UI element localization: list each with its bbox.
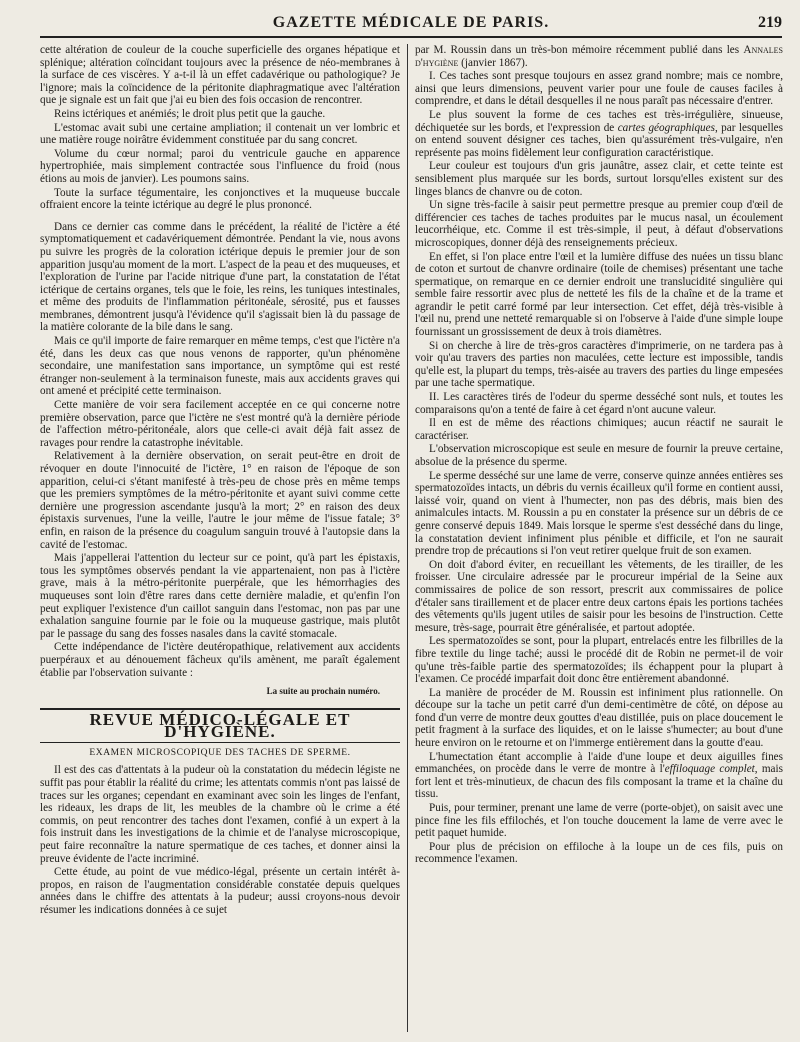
text-run: , mais fort lent et très-minutieux, de chacun des fils composant la trame et la chaîne du tissu. bbox=[415, 763, 783, 801]
text-run: Le plus souvent la forme de ces taches est très-irrégulière, sinueuse, déchiquetée sur les bords, et l'expression de bbox=[415, 108, 783, 134]
article-paragraph: Mais j'appellerai l'attention du lecteur sur ce point, qu'à part les épistaxis, tous les symptômes observés pendant la vie appartenaient, non pas à l'ictère grave, mais à la métro-péritonite puerpérale, que les hémorrhagies des muqueuses sont loin d'être rares dans cette dernière maladie, et qu'enfin l'on peut expliquer l'existence d'un caillot sanguin dans l'estomac, non pas par une exhalation sanguine fournie par le foie ou la muqueuse gastrique, mais plutôt par le passage du sang des fosses nasales dans la cavité stomacale. bbox=[40, 552, 400, 640]
page-number: 219 bbox=[758, 14, 782, 31]
text-run: L'humectation étant accomplie à l'aide d'une loupe et deux aiguilles fines emmanchées, on procède dans le verre de montre à l' bbox=[415, 750, 783, 776]
article-paragraph: Volume du cœur normal; paroi du ventricule gauche en apparence hypertrophiée, mais simplement contractée sous l'influence du froid (nous étions au mois de janvier). Les poumons sains. bbox=[40, 147, 400, 185]
page-header bbox=[40, 12, 782, 38]
paragraph-gap bbox=[40, 213, 400, 221]
article-paragraph: On doit d'abord éviter, en recueillant les vêtements, de les tirailler, de les froisser. Une circulaire adressée par le procureur impérial de la Seine aux commissaires de police de son ressort, prescrit aux commissaires de police d'étaler sans tiraillement et de placer entre deux cartons épais les portions tachées des vêtements qu'ils jugent utiles de saisir pour les besoins de l'instruction. Cette mesure, très-sage, pourrait être généralisée, et partout adoptée. bbox=[415, 558, 783, 634]
column-divider bbox=[407, 44, 408, 1032]
article-paragraph: Il est des cas d'attentats à la pudeur où la constatation du médecin légiste ne suffit pas pour établir la réalité du crime; les attentats commis n'ont pas laissé de traces sur les organes; cependant en examinant avec soin les linges de l'enfant, les rideaux, les draps de lit, les meubles de la chambre où le crime a été commis, on peut rencontrer des taches dont l'examen, confié à un expert à la fois instruit dans les investigations de la chimie et de l'analyse microscopique, peut faire reconnaître la nature spermatique de ces taches, et donner ainsi la preuve évidente de l'acte incriminé. bbox=[40, 764, 400, 865]
article-paragraph: Cette étude, au point de vue médico-légal, présente un certain intérêt à-propos, en raison de l'augmentation considérable constatée depuis quelques années dans le chiffre des attentats à la pudeur; aussi croyons-nous devoir résumer les indications données à ce sujet bbox=[40, 866, 400, 916]
article-paragraph: La manière de procéder de M. Roussin est infiniment plus rationnelle. On découpe sur la tache un petit carré d'un demi-centimètre de côté, on dépose au fond d'un verre de montre deux gouttes d'eau distillée, puis on place doucement le petit fragment à la surface des liquides, et on le laisse s'humecter; au bout d'une heure environ on le retourne et on l'immerge entièrement dans la goutte d'eau. bbox=[415, 686, 783, 750]
article-paragraph bbox=[415, 109, 783, 159]
article-paragraph: Pour plus de précision on effiloche à la loupe un de ces fils, puis on recommence l'examen. bbox=[415, 840, 783, 866]
article-paragraph: Si on cherche à lire de très-gros caractères d'imprimerie, on ne tardera pas à voir qu'au travers des parties non maculées, cette lecture est impossible, tandis qu'elle est, la plupart du temps, très-aisée au travers des parties du linge empesées par une tache spermatique. bbox=[415, 339, 783, 390]
text-run: , par lesquelles on entend souvent désigner ces taches, bien qu'assurément très-vulgaire, n'en représente pas moins fidèlement leur configuration caractéristique. bbox=[415, 121, 783, 159]
emphasis-text: cartes géographiques bbox=[617, 121, 715, 134]
article-paragraph bbox=[415, 751, 783, 801]
article-paragraph: Mais ce qu'il importe de faire remarquer en même temps, c'est que l'ictère n'a été, dans les deux cas que nous venons de rapporter, qu'un phénomène secondaire, une manifestation sans importance, un symptôme qui est resté étranger non-seulement à la terminaison funeste, mais aux accidents graves qui ont amené et précipité cette terminaison. bbox=[40, 335, 400, 398]
article-paragraph: Cette manière de voir sera facilement acceptée en ce qui concerne notre première observation, parce que l'ictère ne s'est montré qu'à la dernière période de l'affection métro-péritonéale, alors que celle-ci avait déjà fait assez de ravages pour rendre la catastrophe inévitable. bbox=[40, 399, 400, 449]
article-paragraph: Leur couleur est toujours d'un gris jaunâtre, assez clair, et cette teinte est sensiblement plus marquée sur les bords, surtout lorsqu'elles existent sur des linges blancs de chanvre ou de coton. bbox=[415, 160, 783, 198]
article-paragraph: Le sperme desséché sur une lame de verre, conserve quinze années entières ses spermatozoïdes intacts, un débris du vernis écailleux qu'il forme en contient aussi, laissé voir, quand on vient à l'humecter, non pas des débris, mais bien des animalcules intacts. M. Roussin a pu en constater la présence sur un débris de ce genre conservé depuis 1849. Mais lorsque le sperme s'est desséché dans du linge, la constatation devient infiniment plus pénible et difficile, et l'on ne saurait prendre trop de précautions si l'on veut retirer quelque fruit de son examen. bbox=[415, 469, 783, 558]
article-paragraph: Toute la surface tégumentaire, les conjonctives et la muqueuse buccale offraient encore la teinte ictérique au degré le plus prononcé. bbox=[40, 186, 400, 212]
emphasis-text: effiloquage complet bbox=[664, 763, 755, 776]
journal-title: GAZETTE MÉDICALE DE PARIS. bbox=[272, 14, 550, 31]
right-column bbox=[415, 44, 783, 1034]
continued-note: La suite au prochain numéro. bbox=[266, 686, 380, 697]
article-paragraph: I. Ces taches sont presque toujours en assez grand nombre; mais ce nombre, ainsi que leurs dimensions, peuvent varier pour une foule de causes faciles à comprendre, et dans le détail desquelles il ne nous paraît pas nécessaire d'entrer. bbox=[415, 70, 783, 108]
article-paragraph: Relativement à la dernière observation, on serait peut-être en droit de révoquer en doute l'innocuité de l'ictère, 1° en raison de l'époque de son apparition, celui-ci s'étant manifesté à très-peu de chose près en même temps que les premiers symptômes de la métro-péritonite et ayant suivi comme cette dernière une progression ascendante jusqu'à la mort; 2° en raison des deux épistaxis survenues, l'une la veille, l'autre le jour même de l'issue fatale; 3° enfin, en raison de la présence du coagulum sanguin trouvé à l'autopsie dans la cavité de l'estomac. bbox=[40, 450, 400, 551]
article-paragraph: Il en est de même des réactions chimiques; aucun réactif ne saurait le caractériser. bbox=[415, 417, 783, 442]
article-paragraph: L'observation microscopique est seule en mesure de fournir la preuve certaine, absolue de la présence du sperme. bbox=[415, 443, 783, 468]
left-column bbox=[40, 44, 400, 1034]
article-paragraph: Dans ce dernier cas comme dans le précédent, la réalité de l'ictère a été symptomatiquement et cadavériquement démontrée. Pendant la vie, nous avons pu suivre les progrès de la coloration ictérique depuis le premier jour de son apparition jusqu'au moment de la mort. L'aspect de la peau et des muqueuses, et l'exploration de l'urine par l'acide nitrique d'une part, la constatation de l'état ictérique de certains organes, tels que le foie, les reins, les tuniques intestinales, et même des produits de l'inflammation péritonéale, sérosité, pus et fausses membranes, démontrent jusqu'à l'évidence qu'il s'agissait bien là du passage de la matière colorante de la bile dans le sang. bbox=[40, 220, 400, 334]
article-paragraph: II. Les caractères tirés de l'odeur du sperme desséché sont nuls, et toutes les comparaisons qu'on a tenté de faire à cet égard n'ont aucune valeur. bbox=[415, 391, 783, 416]
journal-citation: Annales d'hygiène bbox=[415, 44, 783, 69]
article-paragraph: Reins ictériques et anémiés; le droit plus petit que la gauche. bbox=[54, 107, 326, 120]
text-run: par M. Roussin dans un très-bon mémoire récemment publié dans les bbox=[415, 44, 740, 56]
section-title: REVUE MÉDICO-LÉGALE ET D'HYGIÈNE. bbox=[89, 709, 351, 742]
article-paragraph: En effet, si l'on place entre l'œil et la lumière diffuse des nuées un tissu blanc de coton et surtout de chanvre ordinaire (toile de chemises) présentant une tache spermatique, on remarque en ce dernier endroit une translucidité singulière qui semble faire ressortir avec plus de netteté les fils de la chaîne et de la trame et agrandir le petit carré formé par leur intersection. Cet effet, déjà très-visible à l'œil nu, prend une netteté remarquable si on l'observe à l'aide d'une simple loupe fournissant un grossissement de deux à trois diamètres. bbox=[415, 250, 783, 339]
section-rule-bottom bbox=[40, 742, 400, 743]
section-subtitle: EXAMEN MICROSCOPIQUE DES TACHES DE SPERME. bbox=[89, 747, 351, 758]
text-run: (janvier 1867). bbox=[458, 56, 528, 69]
article-paragraph bbox=[415, 44, 783, 69]
article-paragraph: Cette indépendance de l'ictère deutéropathique, relativement aux accidents puerpéraux et au dénouement fâcheux qu'ils amènent, me paraît également établie par l'observation suivante : bbox=[40, 641, 400, 679]
article-paragraph: cette altération de couleur de la couche superficielle des organes hépatique et splénique; altération coïncidant toujours avec la présence de néo-membranes à la surface de ces viscères. Y a-t-il là un effet cadavérique ou pathologique? Je l'ignore; mais la coïncidence de la péritonite diaphragmatique avec l'altération que je signale est un fait que j'ai eu bien des fois occasion de rencontrer. bbox=[40, 44, 400, 107]
article-paragraph: L'estomac avait subi une certaine ampliation; il contenait un ver lombric et une matière rouge noirâtre évidemment constituée par du sang concret. bbox=[40, 121, 400, 147]
article-paragraph: Les spermatozoïdes se sont, pour la plupart, entrelacés entre les filbrilles de la fibre textile du linge taché; aussi le procédé dit de Robin ne permet-il de voir qu'une très-faible partie des spermatozoïdes; ils échappent pour la plupart à l'examen. Ce procédé imparfait doit donc être entièrement abandonné. bbox=[415, 635, 783, 686]
header-rule bbox=[40, 36, 782, 38]
article-paragraph: Puis, pour terminer, prenant une lame de verre (porte-objet), on saisit avec une pince fine les fils effilochés, et l'on touche doucement la lame de verre avec le petit paquet humide. bbox=[415, 802, 783, 840]
article-paragraph: Un signe très-facile à saisir peut permettre presque au premier coup d'œil de différencier ces taches de taches produites par le mucus nasal, un écoulement leucorrhéique, etc. Comme il est très-simple, il peut, à défaut d'observations microscopiques, donner déjà des renseignements précieux. bbox=[415, 199, 783, 249]
